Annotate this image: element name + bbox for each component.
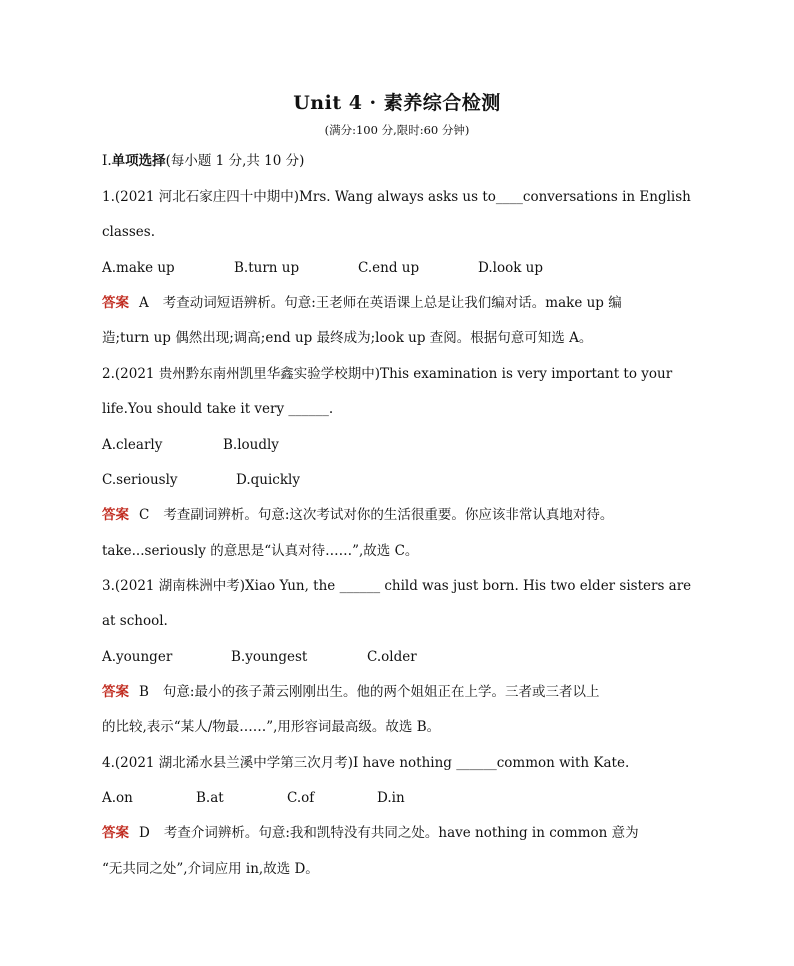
question-2-answer [102,505,613,525]
answer-label: 答案 [102,507,129,523]
question-4-explanation-2: “无共同之处”,介词应用 in,故选 D。 [102,861,319,877]
question-3-line-2: at school. [102,613,168,629]
answer-label: 答案 [102,825,129,841]
section-numeral: Ⅰ. [102,153,112,169]
question-3-options [102,647,417,667]
question-2-options-row-2 [102,470,300,490]
answer-label: 答案 [102,295,129,311]
question-1-option-b: B.turn up [234,260,300,276]
question-1-option-d: D.look up [478,260,544,276]
question-3-explanation-2: 的比较,表示“某人/物最……”,用形容词最高级。故选 B。 [102,719,441,735]
question-1-line-2: classes. [102,224,155,240]
question-1-line-1: 1.(2021 河北石家庄四十中期中)Mrs. Wang always asks us to____conversations in English [102,189,691,205]
question-3-line-1: 3.(2021 湖南株洲中考)Xiao Yun, the ______ child was just born. His two elder sisters are [102,578,692,594]
question-1-options [102,258,543,278]
question-2-option-d: D.quickly [236,472,300,488]
question-4-line-1: 4.(2021 湖北浠水县兰溪中学第三次月考)I have nothing ______common with Kate. [102,755,630,771]
answer-explanation: 考查介词辨析。句意:我和凯特没有共同之处。have nothing in common 意为 [163,825,639,841]
section-note: (每小题 1 分,共 10 分) [165,153,305,169]
answer-letter: C [139,507,150,523]
answer-letter: A [139,295,149,311]
question-4-option-b: B.at [196,790,224,806]
question-1-answer [102,293,622,313]
question-4-option-d: D.in [377,790,405,806]
section-heading [102,151,304,171]
answer-explanation: 句意:最小的孩子萧云刚刚出生。他的两个姐姐正在上学。三者或三者以上 [162,684,600,700]
answer-letter: D [139,825,150,841]
question-2-line-2: life.You should take it very ______. [102,401,334,417]
question-2-option-a: A.clearly [102,437,163,453]
page-title: Unit 4 · 素养综合检测 [293,92,501,114]
question-2-option-b: B.loudly [223,437,279,453]
question-1-option-c: C.end up [358,260,420,276]
page-subtitle: (满分:100 分,限时:60 分钟) [324,123,470,137]
question-1-option-a: A.make up [102,260,175,276]
question-4-options [102,788,405,808]
answer-explanation: 考查副词辨析。句意:这次考试对你的生活很重要。你应该非常认真地对待。 [163,507,614,523]
question-3-option-b: B.youngest [231,649,308,665]
section-name: 单项选择 [111,153,166,169]
answer-label: 答案 [102,684,129,700]
answer-explanation: 考查动词短语辨析。句意:王老师在英语课上总是让我们编对话。make up 编 [162,295,622,311]
question-3-answer [102,682,599,702]
question-1-explanation-2: 造;turn up 偶然出现;调高;end up 最终成为;look up 查阅。根据句意可知选 A。 [102,330,593,346]
question-3-option-a: A.younger [102,649,173,665]
question-2-options-row-1 [102,435,279,455]
question-3-option-c: C.older [367,649,417,665]
answer-letter: B [139,684,149,700]
question-2-line-1: 2.(2021 贵州黔东南州凯里华鑫实验学校期中)This examination is very important to your [102,366,673,382]
question-4-option-c: C.of [287,790,315,806]
question-2-option-c: C.seriously [102,472,178,488]
question-4-option-a: A.on [102,790,133,806]
question-2-explanation-2: take...seriously 的意思是“认真对待……”,故选 C。 [102,543,419,559]
question-4-answer [102,823,639,843]
